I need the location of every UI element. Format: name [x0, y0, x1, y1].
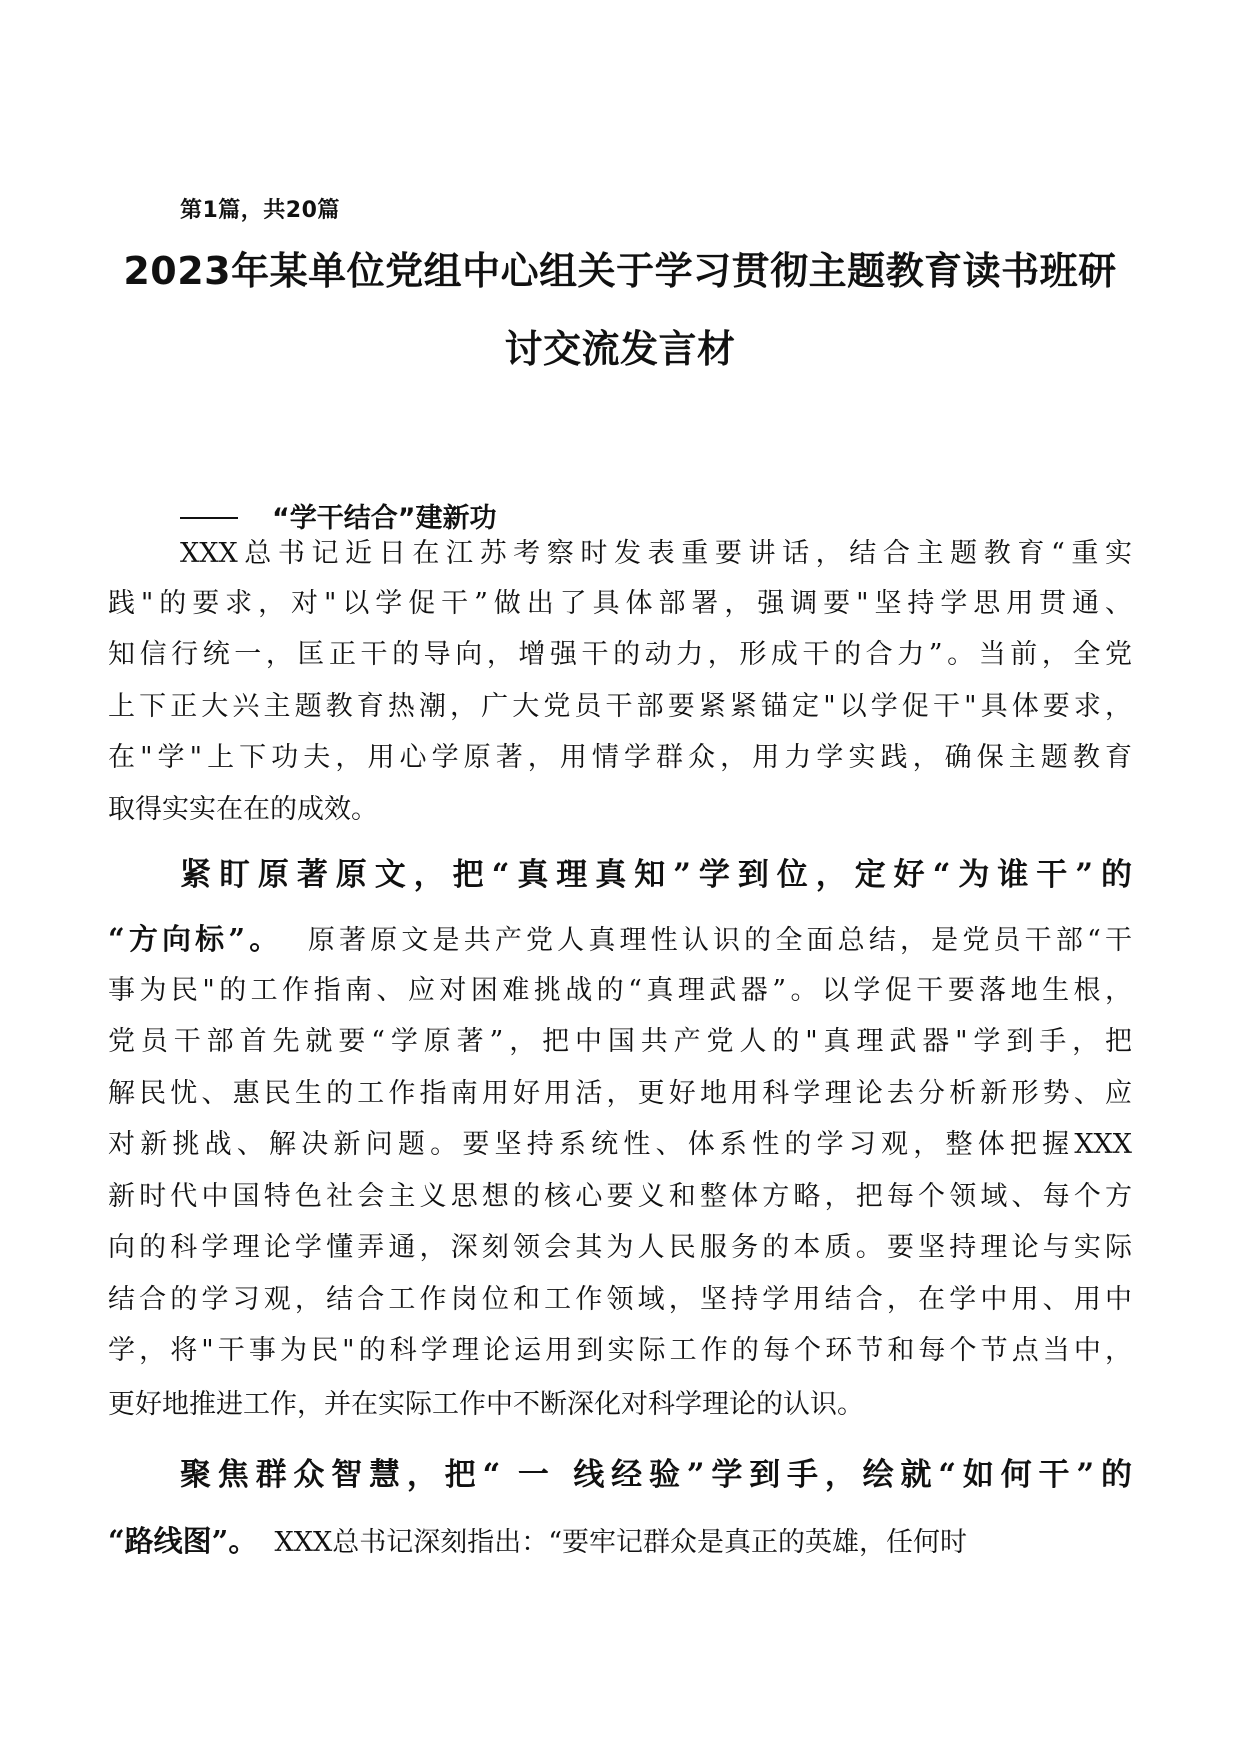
point-heading-tail: “路线图”。: [108, 1524, 258, 1558]
paragraph-line: 对新挑战、解决新问题。要坚持系统性、体系性的学习观，整体把握XXX: [108, 1129, 1132, 1160]
paragraph-line: 上下正大兴主题教育热潮，广大党员干部要紧紧锚定"以学促干"具体要求，: [108, 691, 1132, 722]
paragraph-line: 学，将"干事为民"的科学理论运用到实际工作的每个环节和每个节点当中，: [108, 1335, 1132, 1366]
paragraph-line: 践"的要求，对"以学促干”做出了具体部署，强调要"坚持学思用贯通、: [108, 588, 1132, 619]
paragraph-line: XXX总书记近日在江苏考察时发表重要讲话，结合主题教育“重实: [180, 538, 1132, 569]
paragraph-line: 解民忧、惠民生的工作指南用好用活，更好地用科学理论去分析新形势、应: [108, 1078, 1132, 1109]
paragraph-line-text: XXX总书记深刻指出：“要牢记群众是真正的英雄，任何时: [274, 1527, 968, 1558]
point-heading-tail: “方向标”。: [108, 922, 283, 956]
section-heading: [180, 496, 497, 535]
paragraph-line: 知信行统一，匡正干的导向，增强干的动力，形成干的合力”。当前，全党: [108, 639, 1132, 670]
paragraph-line-text: 原著原文是共产党人真理性认识的全面总结，是党员干部“干: [307, 925, 1132, 956]
document-title-line-1: 2023年某单位党组中心组关于学习贯彻主题教育读书班研: [123, 249, 1117, 293]
paragraph-line: 更好地推进工作，并在实际工作中不断深化对科学理论的认识。: [108, 1389, 864, 1420]
paragraph-line-with-lead: [108, 1524, 1132, 1560]
document-count-label: 第1篇，共20篇: [180, 198, 340, 223]
paragraph-line: 新时代中国特色社会主义思想的核心要义和整体方略，把每个领域、每个方: [108, 1181, 1132, 1212]
paragraph-line: 在"学"上下功夫，用心学原著，用情学群众，用力学实践，确保主题教育: [108, 742, 1132, 773]
paragraph-line: 党员干部首先就要“学原著”，把中国共产党人的"真理武器"学到手，把: [108, 1026, 1132, 1057]
document-title-line-2: 讨交流发言材: [504, 327, 736, 371]
paragraph-line: 事为民"的工作指南、应对困难挑战的“真理武器”。以学促干要落地生根，: [108, 975, 1132, 1006]
point-heading: 紧盯原著原文，把“真理真知”学到位，定好“为谁干”的: [180, 857, 1132, 893]
heading-dash: [180, 517, 238, 519]
paragraph-line: 取得实实在在的成效。: [108, 794, 378, 825]
paragraph-line-with-lead: [108, 922, 1132, 958]
paragraph-line: 向的科学理论学懂弄通，深刻领会其为人民服务的本质。要坚持理论与实际: [108, 1232, 1132, 1263]
paragraph-line: 结合的学习观，结合工作岗位和工作领域，坚持学用结合，在学中用、用中: [108, 1284, 1132, 1315]
section-heading-text: “学干结合”建新功: [272, 503, 497, 534]
point-heading: 聚焦群众智慧，把“ 一 线经验”学到手，绘就“如何干”的: [180, 1457, 1132, 1493]
